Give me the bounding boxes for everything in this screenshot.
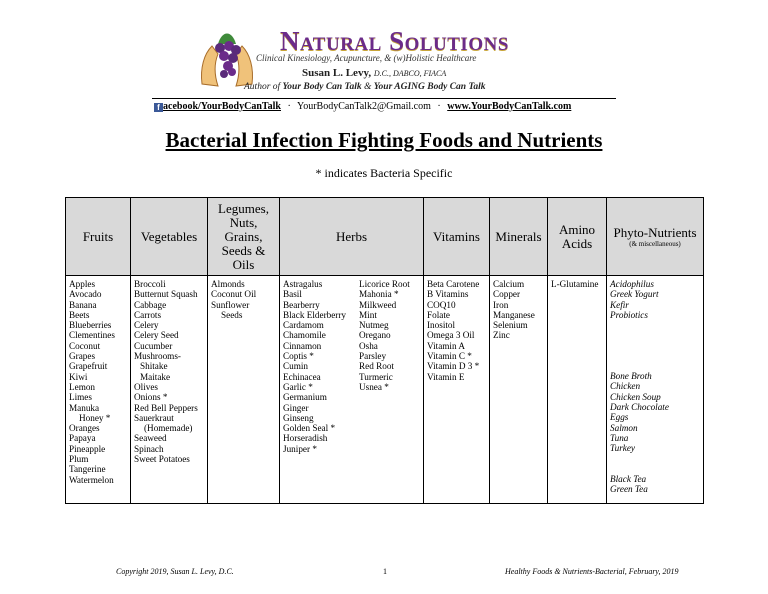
list-item: Tangerine (69, 464, 106, 475)
list-item: Clementines (69, 330, 115, 341)
list-item: Black Tea (610, 473, 647, 484)
list-item: Chamomile (283, 330, 326, 341)
list-item: Vitamin E (427, 371, 465, 382)
website-link[interactable]: www.YourBodyCanTalk.com (447, 101, 572, 112)
phyto-note: (& miscellaneous) (629, 239, 681, 248)
list-item: Grapes (69, 351, 96, 362)
list-item: Bone Broth (610, 371, 652, 382)
list-item: Green Tea (610, 483, 648, 494)
list-item: Manganese (493, 309, 535, 320)
herbs-cell (280, 276, 424, 504)
list-item: Cabbage (134, 299, 167, 310)
header-herbs: Herbs (280, 198, 424, 276)
author-prefix: Author of (244, 82, 283, 92)
list-item: Parsley (359, 351, 387, 362)
list-item: Ginseng (283, 412, 314, 423)
list-item: Osha (359, 340, 378, 351)
list-item: Beta Carotene (427, 279, 480, 289)
list-item: Oregano (359, 330, 391, 341)
list-item: Manuka (69, 402, 100, 413)
list-item: Calcium (493, 279, 525, 289)
table-row (66, 276, 704, 504)
footer-copyright: Copyright 2019, Susan L. Levy, D.C. (116, 567, 234, 576)
list-item: Cucumber (134, 340, 173, 351)
list-item: Mint (359, 309, 377, 320)
tagline: Clinical Kinesiology, Acupuncture, & (w)Holistic Healthcare (256, 53, 477, 63)
minerals-cell (490, 276, 548, 504)
list-item: Avocado (69, 289, 102, 300)
list-item: (Homemade) (144, 423, 193, 434)
list-item: Plum (69, 454, 89, 465)
list-item: Copper (493, 289, 521, 300)
list-item: Juniper * (283, 443, 317, 454)
foods-table (65, 197, 704, 504)
list-item: Coptis * (283, 351, 314, 362)
header-fruits: Fruits (66, 198, 131, 276)
list-item: Selenium (493, 320, 528, 331)
author-name (302, 67, 446, 79)
list-item: Shitake (140, 361, 168, 372)
spacer (610, 320, 700, 371)
footer-page-number: 1 (383, 567, 387, 576)
list-item: Mushrooms- (134, 351, 181, 362)
brand-name: Natural Solutions (280, 26, 509, 56)
list-item: Butternut Squash (134, 289, 198, 300)
list-item: Chicken (610, 381, 641, 392)
phyto-nutrients-cell (607, 276, 704, 504)
list-item: Broccoli (134, 279, 166, 289)
list-item: Vitamin C * (427, 351, 472, 362)
list-item: Cumin (283, 361, 309, 372)
list-item: Seeds (221, 309, 243, 320)
header-divider (152, 98, 616, 99)
separator-dot: · (287, 101, 291, 112)
list-item: Onions * (134, 392, 168, 403)
list-item: Black Elderberry (283, 309, 347, 320)
list-item: Apples (69, 279, 96, 289)
list-item: Zinc (493, 330, 510, 341)
list-item: Kiwi (69, 371, 88, 382)
header-phyto-nutrients (607, 198, 704, 276)
list-item: Beets (69, 309, 90, 320)
list-item: Nutmeg (359, 320, 389, 331)
person-credentials: D.C., DABCO, FIACA (373, 69, 447, 78)
list-item: Pineapple (69, 443, 106, 454)
author-join: & (361, 82, 374, 92)
list-item: B Vitamins (427, 289, 469, 300)
list-item: Honey * (79, 412, 111, 423)
fruits-cell (66, 276, 131, 504)
list-item: Mahonia * (359, 289, 399, 300)
list-item: L-Glutamine (551, 279, 599, 289)
list-item: Seaweed (134, 433, 167, 444)
list-item: Lemon (69, 381, 96, 392)
list-item: Dark Chocolate (610, 402, 669, 413)
list-item: Oranges (69, 423, 100, 434)
facebook-icon[interactable]: f (154, 103, 163, 112)
header-vitamins: Vitamins (424, 198, 490, 276)
list-item: Astragalus (283, 279, 323, 289)
contact-line (154, 101, 571, 112)
list-item: Grapefruit (69, 361, 108, 372)
legumes-cell (208, 276, 280, 504)
herbs-columns (283, 279, 420, 454)
list-item: Banana (69, 299, 97, 310)
list-item: Salmon (610, 422, 638, 433)
book-title-1: Your Body Can Talk (282, 82, 362, 92)
list-item: Limes (69, 392, 92, 403)
list-item: Greek Yogurt (610, 289, 659, 300)
list-item: Cinnamon (283, 340, 322, 351)
separator-dot: · (437, 101, 441, 112)
list-item: Papaya (69, 433, 96, 444)
vegetables-cell (131, 276, 208, 504)
list-item: Usnea * (359, 381, 389, 392)
email-link[interactable]: YourBodyCanTalk2@Gmail.com (296, 101, 431, 112)
list-item: Watermelon (69, 474, 114, 485)
list-item: Kefir (610, 299, 629, 310)
list-item: Turmeric (359, 371, 393, 382)
facebook-link[interactable]: acebook/YourBodyCanTalk (163, 101, 281, 112)
list-item: Folate (427, 309, 450, 320)
list-item: Ginger (283, 402, 309, 413)
list-item: Vitamin D 3 * (427, 361, 480, 372)
list-item: Red Root (359, 361, 394, 372)
list-item: Echinacea (283, 371, 321, 382)
person-name: Susan L. Levy, (302, 67, 372, 79)
list-item: Milkweed (359, 299, 397, 310)
list-item: Carrots (134, 309, 162, 320)
vitamins-cell (424, 276, 490, 504)
list-item: Bearberry (283, 299, 320, 310)
book-title-2: Your AGING Body Can Talk (373, 82, 486, 92)
list-item: Iron (493, 299, 509, 310)
page-title: Bacterial Infection Fighting Foods and Nutrients (165, 128, 603, 152)
list-item: Sweet Potatoes (134, 454, 190, 465)
header-legumes: Legumes, Nuts, Grains, Seeds & Oils (208, 198, 280, 276)
list-item: Coconut (69, 340, 101, 351)
list-item: COQ10 (427, 299, 456, 310)
list-item: Garlic * (283, 381, 313, 392)
table-header-row (66, 198, 704, 276)
list-item: Omega 3 Oil (427, 330, 475, 341)
list-item: Celery Seed (134, 330, 179, 341)
herbs-column-2 (359, 279, 410, 454)
list-item: Cardamom (283, 320, 324, 331)
list-item: Blueberries (69, 320, 112, 331)
list-item: Probiotics (610, 309, 648, 320)
list-item: Turkey (610, 443, 636, 454)
list-item: Golden Seal * (283, 423, 336, 434)
list-item: Basil (283, 289, 302, 300)
spacer (610, 454, 700, 474)
list-item: Red Bell Peppers (134, 402, 198, 413)
list-item: Inositol (427, 320, 456, 331)
amino-acids-cell (548, 276, 607, 504)
list-item: Acidophilus (610, 279, 654, 289)
legend-note: * indicates Bacteria Specific (315, 166, 453, 180)
list-item: Almonds (211, 279, 245, 289)
list-item: Germanium (283, 392, 327, 403)
list-item: Sauerkraut (134, 412, 174, 423)
list-item: Maitake (140, 371, 171, 382)
list-item: Coconut Oil (211, 289, 257, 300)
list-item: Celery (134, 320, 159, 331)
list-item: Tuna (610, 432, 629, 443)
list-item: Horseradish (283, 433, 328, 444)
header-amino-acids: Amino Acids (548, 198, 607, 276)
herbs-column-1 (283, 279, 359, 454)
footer-doc-info: Healthy Foods & Nutrients-Bacterial, February, 2019 (505, 567, 679, 576)
list-item: Chicken Soup (610, 391, 661, 402)
list-item: Sunflower (211, 299, 250, 310)
list-item: Spinach (134, 443, 164, 454)
list-item: Olives (134, 381, 158, 392)
list-item: Licorice Root (359, 279, 410, 289)
phyto-label: Phyto-Nutrients (613, 224, 697, 240)
list-item: Eggs (610, 412, 629, 423)
header-minerals: Minerals (490, 198, 548, 276)
list-item: Vitamin A (427, 340, 465, 351)
header-vegetables: Vegetables (131, 198, 208, 276)
author-books (244, 82, 486, 92)
